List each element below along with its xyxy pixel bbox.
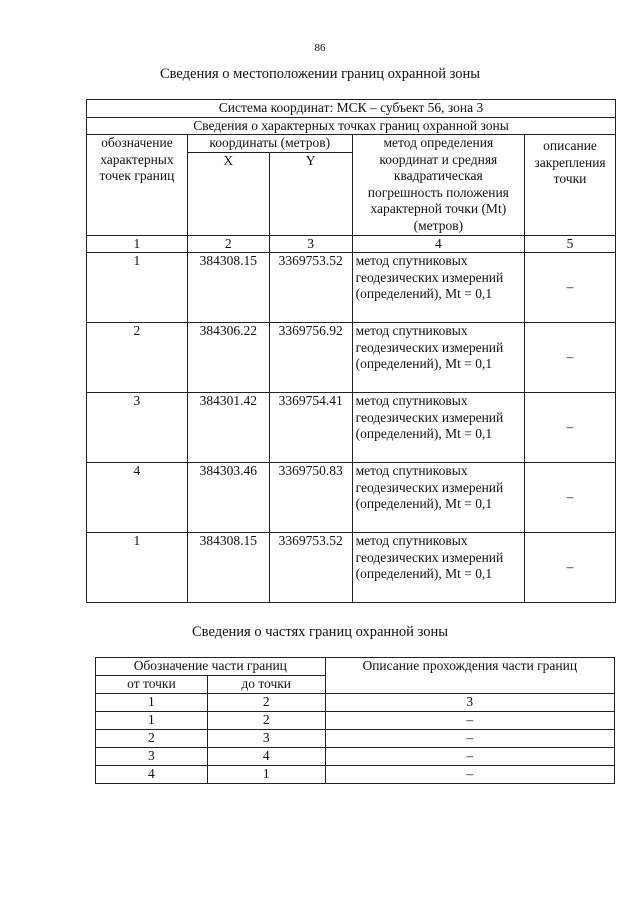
method-cell: метод спутниковых геодезических измерений (определений), Mt = 0,1 [352, 253, 524, 323]
page-number: 86 [314, 42, 326, 54]
table-row [87, 463, 616, 533]
column-number: 2 [207, 694, 325, 712]
y-cell: 3369753.52 [269, 533, 352, 603]
table-row [87, 253, 616, 323]
x-cell: 384303.46 [187, 463, 269, 533]
y-cell: 3369753.52 [269, 253, 352, 323]
to-point-header: до точки [207, 676, 325, 694]
table-row [96, 730, 615, 748]
column-number: 5 [525, 235, 616, 253]
description-cell: – [525, 253, 616, 323]
description-cell: – [325, 748, 614, 766]
boundary-location-heading: Сведения о местоположении границ охранной зоны [159, 66, 480, 82]
x-cell: 384308.15 [187, 533, 269, 603]
to-cell: 2 [207, 712, 325, 730]
description-cell: – [525, 533, 616, 603]
from-cell: 1 [96, 712, 208, 730]
table-row [96, 748, 615, 766]
boundary-parts-heading: Сведения о частях границ охранной зоны [192, 624, 448, 640]
boundary-points-table [86, 99, 616, 603]
method-cell: метод спутниковых геодезических измерений (определений), Mt = 0,1 [352, 533, 524, 603]
table-row [87, 533, 616, 603]
point-cell: 2 [87, 323, 188, 393]
description-cell: – [525, 323, 616, 393]
point-cell: 3 [87, 393, 188, 463]
table-row [87, 393, 616, 463]
table-row [96, 766, 615, 784]
fixing-description-header: описание закрепления точки [525, 135, 616, 236]
column-number: 4 [352, 235, 524, 253]
column-number: 1 [96, 694, 208, 712]
coordinates-header: координаты (метров) [187, 135, 352, 153]
description-cell: – [325, 766, 614, 784]
from-cell: 3 [96, 748, 208, 766]
column-number: 3 [325, 694, 614, 712]
table-row [87, 323, 616, 393]
from-cell: 4 [96, 766, 208, 784]
column-number: 1 [87, 235, 188, 253]
point-cell: 1 [87, 533, 188, 603]
table-row [96, 712, 615, 730]
from-cell: 2 [96, 730, 208, 748]
coordinate-system-row: Система координат: МСК – субъект 56, зона 3 [87, 100, 616, 118]
boundary-parts-table [95, 657, 615, 784]
method-cell: метод спутниковых геодезических измерений (определений), Mt = 0,1 [352, 323, 524, 393]
point-cell: 4 [87, 463, 188, 533]
x-cell: 384306.22 [187, 323, 269, 393]
description-cell: – [525, 393, 616, 463]
x-header: X [187, 152, 269, 235]
to-cell: 4 [207, 748, 325, 766]
point-designation-header: обозначение характерных точек границ [87, 135, 188, 236]
method-cell: метод спутниковых геодезических измерений (определений), Mt = 0,1 [352, 393, 524, 463]
description-cell: – [525, 463, 616, 533]
y-header: Y [269, 152, 352, 235]
point-cell: 1 [87, 253, 188, 323]
to-cell: 3 [207, 730, 325, 748]
part-description-header: Описание прохождения части границ [325, 658, 614, 694]
y-cell: 3369754.41 [269, 393, 352, 463]
y-cell: 3369756.92 [269, 323, 352, 393]
part-designation-header: Обозначение части границ [96, 658, 326, 676]
column-number: 2 [187, 235, 269, 253]
description-cell: – [325, 730, 614, 748]
to-cell: 1 [207, 766, 325, 784]
description-cell: – [325, 712, 614, 730]
method-header: метод определения координат и средняя квадратическая погрешность положения характерной точки (Mt) (метров) [352, 135, 524, 236]
characteristic-points-row: Сведения о характерных точках границ охранной зоны [87, 117, 616, 135]
y-cell: 3369750.83 [269, 463, 352, 533]
x-cell: 384301.42 [187, 393, 269, 463]
column-number: 3 [269, 235, 352, 253]
x-cell: 384308.15 [187, 253, 269, 323]
method-cell: метод спутниковых геодезических измерений (определений), Mt = 0,1 [352, 463, 524, 533]
from-point-header: от точки [96, 676, 208, 694]
